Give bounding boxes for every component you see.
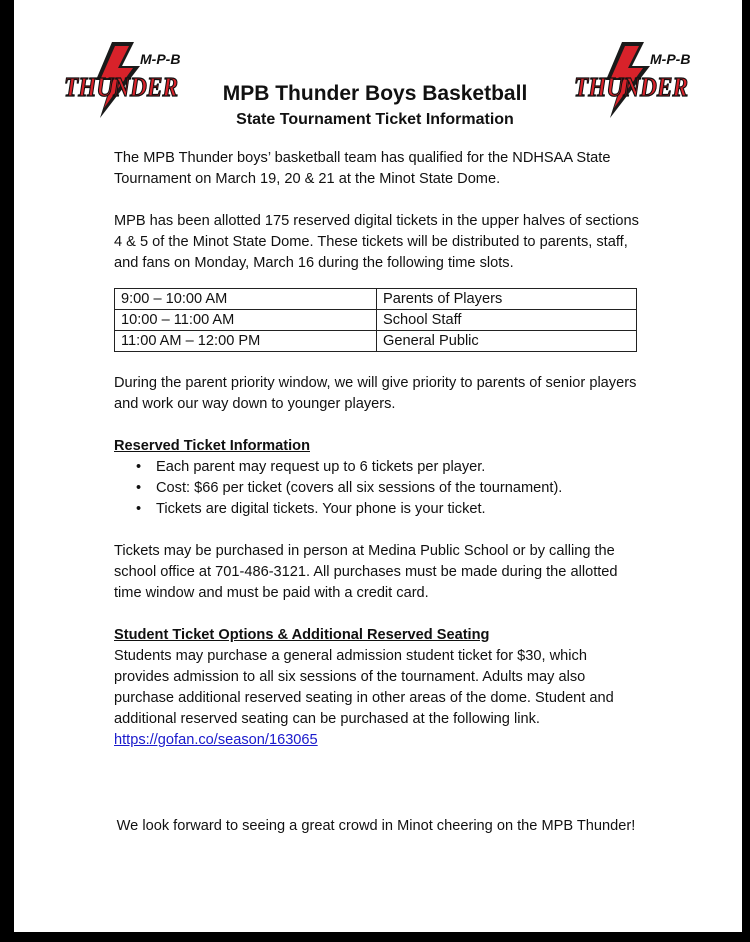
thunder-logo-left [60,40,182,120]
gofan-link[interactable]: https://gofan.co/season/163065 [114,732,318,748]
bullet-icon: • [136,501,142,517]
thunder-logo-right [570,40,692,120]
closing-message: We look forward to seeing a great crowd in Minot cheering on the MPB Thunder! [116,818,636,834]
intro-paragraph: The MPB Thunder boys’ basketball team has qualified for the NDHSAA State Tournament on March 19, 20 & 21 at the Minot State Dome. [114,150,611,187]
time-slot-table [114,288,637,352]
svg-text:THUNDER: THUNDER [574,72,688,102]
photo-frame-left-edge [0,0,14,942]
slot-time: 10:00 – 11:00 AM [115,310,377,331]
document-body [114,148,644,751]
table-row [115,289,637,310]
slot-time: 11:00 AM – 12:00 PM [115,331,377,352]
student-paragraph: Students may purchase a general admission student ticket for $30, which provides admission to all six sessions of the tournament. Adults may also purchase additional reserved seating in other areas of the dome. Student and additional reserved seating can be purchased at the following link. [114,648,614,727]
page-title: MPB Thunder Boys Basketball [222,82,528,105]
allotment-paragraph: MPB has been allotted 175 reserved digital tickets in the upper halves of sections 4 & 5 of the Minot State Dome. These tickets will be distributed to parents, staff, and fans on Monday, March 16 during the following time slots. [114,213,639,271]
bullet-icon: • [136,459,142,475]
reserved-list [114,457,644,520]
student-heading: Student Ticket Options & Additional Reserved Seating [114,627,490,643]
list-item: • Cost: $66 per ticket (covers all six sessions of the tournament). [156,478,644,499]
list-item: • Each parent may request up to 6 tickets per player. [156,457,644,478]
svg-text:M-P-B: M-P-B [650,51,691,67]
photo-frame-bottom-edge [0,932,750,942]
slot-group: General Public [377,331,637,352]
svg-text:THUNDER: THUNDER [64,72,178,102]
page-subtitle: State Tournament Ticket Information [236,111,514,128]
table-row [115,331,637,352]
list-item: • Tickets are digital tickets. Your phone is your ticket. [156,499,644,520]
reserved-heading: Reserved Ticket Information [114,438,310,454]
slot-group: School Staff [377,310,637,331]
purchase-paragraph: Tickets may be purchased in person at Medina Public School or by calling the school office at 701-486-3121. All purchases must be made during the allotted time window and must be paid with a credit card. [114,543,618,601]
slot-time: 9:00 – 10:00 AM [115,289,377,310]
table-row [115,310,637,331]
bullet-icon: • [136,480,142,496]
svg-text:M-P-B: M-P-B [140,51,181,67]
slot-group: Parents of Players [377,289,637,310]
photo-frame-right-edge [742,0,750,942]
priority-paragraph: During the parent priority window, we will give priority to parents of senior players and work our way down to younger players. [114,375,637,412]
